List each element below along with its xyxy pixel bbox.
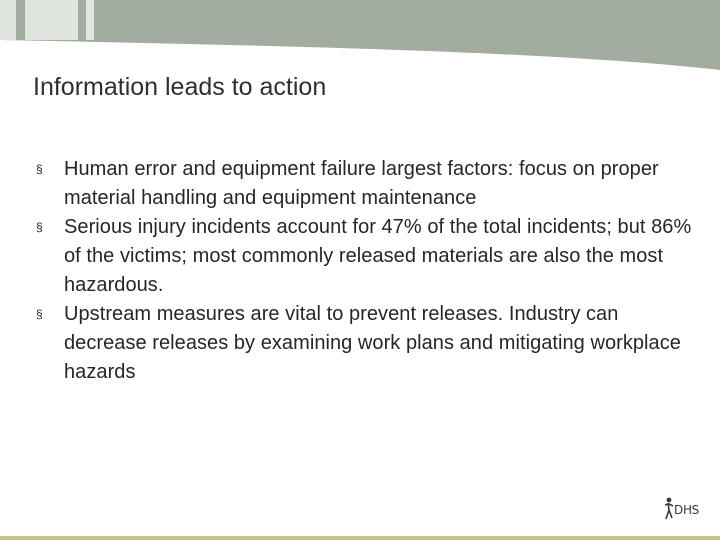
bullet-item [36,155,696,213]
bullet-text: Upstream measures are vital to prevent releases. Industry can decrease releases by examining work plans and mitigating workplace hazards [64,303,681,383]
header-light-panel-2 [25,0,78,40]
bullet-mark: § [36,307,43,321]
bullet-text: Serious injury incidents account for 47% of the total incidents; but 86% of the victims; most commonly released materials are also the most hazardous. [64,216,692,296]
idhs-logo [662,494,706,524]
bullet-item [36,300,696,387]
header-band [0,0,720,70]
header-light-panel-1 [0,0,16,40]
bullet-text: Human error and equipment failure largest factors: focus on proper material handling and equipment maintenance [64,158,659,209]
bullet-mark: § [36,162,43,176]
bullet-item [36,213,696,300]
bullet-mark: § [36,220,43,234]
bullet-list [36,155,696,387]
slide-title: Information leads to action [33,73,327,101]
logo-text: DHS [674,503,699,517]
header-light-panel-3 [86,0,94,40]
footer-bar [0,536,720,540]
